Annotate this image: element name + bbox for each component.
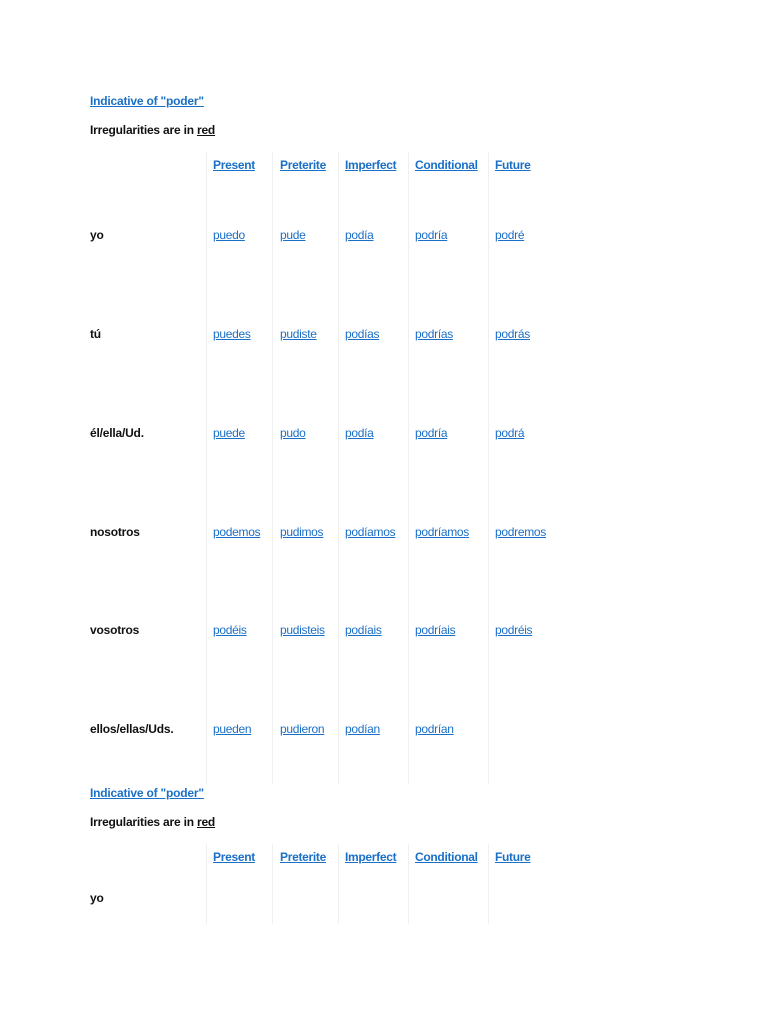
header-preterite[interactable]: Preterite <box>280 158 326 172</box>
header-preterite[interactable]: Preterite <box>280 850 326 864</box>
form-conditional-el[interactable]: podría <box>415 426 448 440</box>
column-divider <box>488 152 489 784</box>
form-imperfect-tu[interactable]: podías <box>345 327 380 341</box>
red-link[interactable]: red <box>196 815 216 829</box>
irregularities-note <box>90 123 215 137</box>
header-present[interactable]: Present <box>213 158 255 172</box>
header-conditional[interactable]: Conditional <box>415 850 478 864</box>
form-imperfect-yo[interactable]: podía <box>345 228 374 242</box>
column-divider <box>408 152 409 784</box>
form-future-nosotros[interactable]: podremos <box>495 525 546 539</box>
form-preterite-tu[interactable]: pudiste <box>280 327 317 341</box>
column-divider <box>488 844 489 924</box>
form-present-el[interactable]: puede <box>213 426 245 440</box>
pronoun-el-ella-ud: él/ella/Ud. <box>90 426 144 440</box>
form-conditional-vosotros[interactable]: podríais <box>415 623 456 637</box>
column-divider <box>408 844 409 924</box>
table-title-link[interactable]: Indicative of "poder" <box>90 94 204 108</box>
header-imperfect[interactable]: Imperfect <box>345 158 397 172</box>
form-preterite-ellos[interactable]: pudieron <box>280 722 325 736</box>
form-present-nosotros[interactable]: podemos <box>213 525 261 539</box>
column-divider <box>338 844 339 924</box>
column-divider <box>206 844 207 924</box>
form-present-ellos[interactable]: pueden <box>213 722 252 736</box>
pronoun-yo: yo <box>90 891 104 905</box>
header-conditional[interactable]: Conditional <box>415 158 478 172</box>
column-divider <box>206 152 207 784</box>
form-imperfect-vosotros[interactable]: podíais <box>345 623 382 637</box>
form-conditional-tu[interactable]: podrías <box>415 327 453 341</box>
note-text: Irregularities are in <box>90 123 197 137</box>
pronoun-nosotros: nosotros <box>90 525 140 539</box>
form-future-yo[interactable]: podré <box>495 228 525 242</box>
form-future-tu[interactable]: podrás <box>495 327 530 341</box>
header-future[interactable]: Future <box>495 158 531 172</box>
pronoun-yo: yo <box>90 228 104 242</box>
pronoun-tu: tú <box>90 327 101 341</box>
column-divider <box>272 152 273 784</box>
pronoun-ellos-ellas-uds: ellos/ellas/Uds. <box>90 722 174 736</box>
table-title-link[interactable]: Indicative of "poder" <box>90 786 204 800</box>
column-divider <box>338 152 339 784</box>
form-preterite-vosotros[interactable]: pudisteis <box>280 623 325 637</box>
form-preterite-yo[interactable]: pude <box>280 228 306 242</box>
form-imperfect-nosotros[interactable]: podíamos <box>345 525 396 539</box>
note-text: Irregularities are in <box>90 815 197 829</box>
form-preterite-el[interactable]: pudo <box>280 426 306 440</box>
header-imperfect[interactable]: Imperfect <box>345 850 397 864</box>
form-imperfect-ellos[interactable]: podían <box>345 722 380 736</box>
form-conditional-nosotros[interactable]: podríamos <box>415 525 469 539</box>
form-conditional-ellos[interactable]: podrían <box>415 722 454 736</box>
pronoun-vosotros: vosotros <box>90 623 140 637</box>
red-link[interactable]: red <box>196 123 216 137</box>
form-conditional-yo[interactable]: podría <box>415 228 448 242</box>
form-imperfect-el[interactable]: podía <box>345 426 374 440</box>
column-divider <box>272 844 273 924</box>
header-future[interactable]: Future <box>495 850 531 864</box>
form-present-tu[interactable]: puedes <box>213 327 251 341</box>
form-present-vosotros[interactable]: podéis <box>213 623 247 637</box>
form-future-el[interactable]: podrá <box>495 426 525 440</box>
header-present[interactable]: Present <box>213 850 255 864</box>
irregularities-note <box>90 815 215 829</box>
form-future-vosotros[interactable]: podréis <box>495 623 533 637</box>
form-present-yo[interactable]: puedo <box>213 228 245 242</box>
form-preterite-nosotros[interactable]: pudimos <box>280 525 324 539</box>
